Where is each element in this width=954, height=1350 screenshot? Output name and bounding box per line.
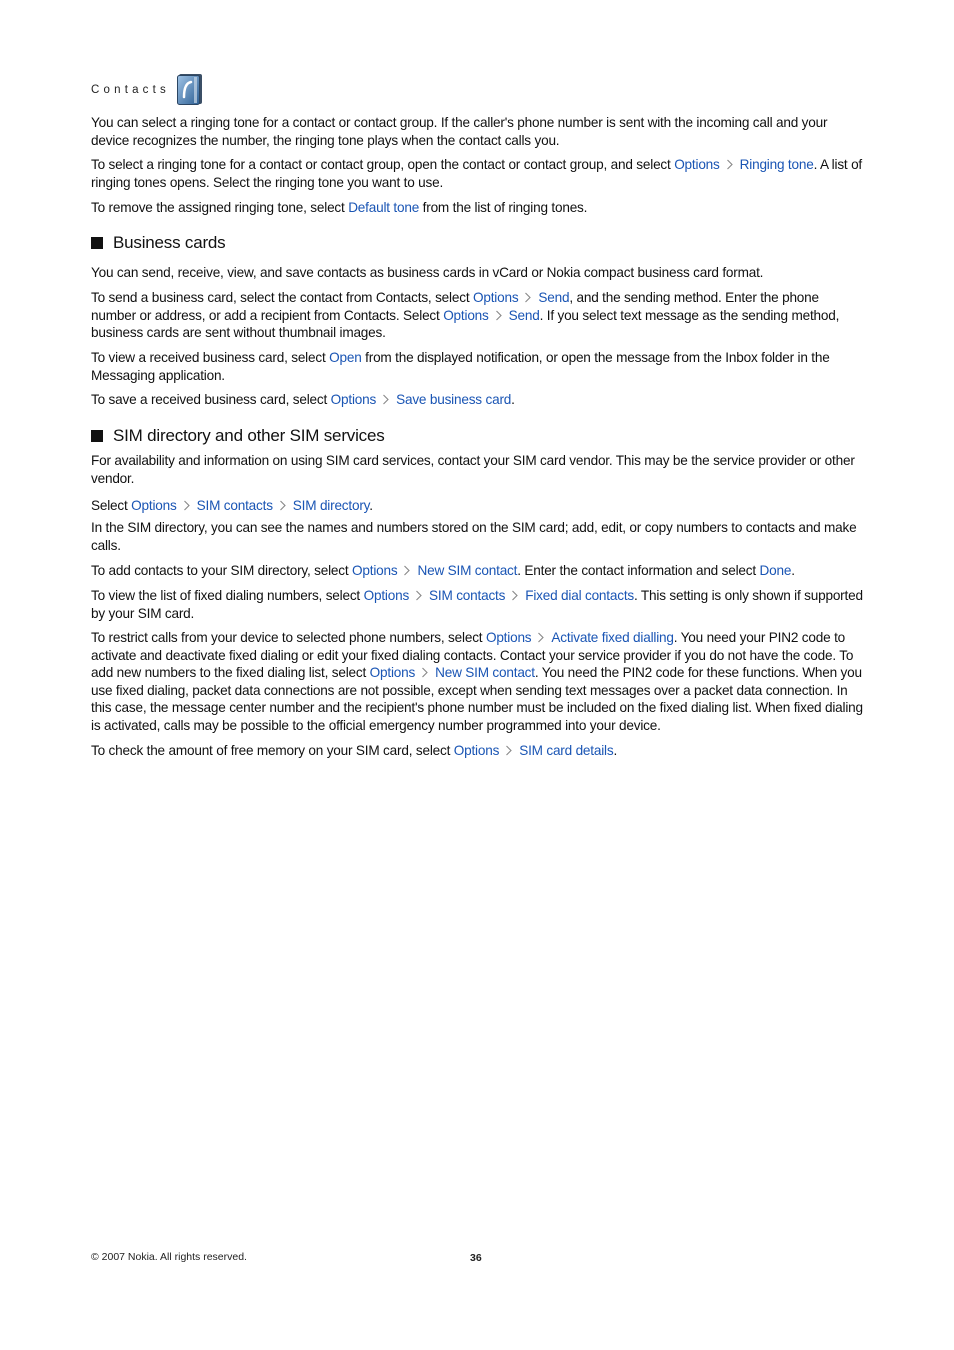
options-link[interactable]: Options xyxy=(472,290,519,305)
paragraph: To send a business card, select the contact from Contacts, select Options Send, and the sending method. Enter the phone number or address, or add a recipient from Contacts. Select Options Send. If you select text message as the sending method, business cards are sent without thumbnail images. xyxy=(91,290,840,341)
paragraph: To view the list of fixed dialing numbers, select Options SIM contacts Fixed dial contacts. This setting is only shown if supported by your SIM card. xyxy=(91,588,863,621)
paragraph: To view a received business card, select Open from the displayed notification, or open the message from the Inbox folder in the Messaging application. xyxy=(91,350,830,383)
default-tone-link[interactable]: Default tone xyxy=(348,200,420,215)
paragraph: To add contacts to your SIM directory, select Options New SIM contact. Enter the contact information and select Done. xyxy=(91,563,795,578)
page-number: 36 xyxy=(470,1252,482,1264)
options-link[interactable]: Options xyxy=(674,157,720,172)
options-link[interactable]: Options xyxy=(369,665,416,681)
chevron-right-icon xyxy=(505,587,525,605)
section-heading: SIM directory and other SIM services xyxy=(91,426,866,446)
bullet-square-icon xyxy=(91,237,103,249)
sim-directory-link[interactable]: SIM directory xyxy=(292,498,370,513)
chevron-right-icon xyxy=(531,629,551,647)
chevron-right-icon xyxy=(415,664,435,682)
options-link[interactable]: Options xyxy=(485,630,532,645)
options-link[interactable]: Options xyxy=(352,563,398,578)
sim-card-details-link[interactable]: SIM card details xyxy=(519,743,614,758)
chevron-right-icon xyxy=(397,562,417,580)
chevron-right-icon xyxy=(409,587,429,605)
contacts-book-icon xyxy=(176,73,204,106)
new-sim-contact-link[interactable]: New SIM contact xyxy=(435,665,535,681)
chevron-right-icon xyxy=(720,156,740,174)
chevron-right-icon xyxy=(499,742,519,760)
done-link[interactable]: Done xyxy=(759,563,792,578)
activate-fixed-dialling-link[interactable]: Activate fixed dialling xyxy=(551,630,674,645)
chevron-right-icon xyxy=(376,391,396,409)
paragraph: To select a ringing tone for a contact or contact group, open the contact or contact group, and select Options Ringing tone. A list of ringing tones opens. Select the ringing tone you want to use. xyxy=(91,157,863,190)
chevron-right-icon xyxy=(177,497,197,515)
send-link[interactable]: Send xyxy=(508,307,540,323)
chevron-right-icon xyxy=(489,307,509,325)
send-link[interactable]: Send xyxy=(538,290,570,305)
chevron-right-icon xyxy=(518,289,538,307)
paragraph: You can select a ringing tone for a contact or contact group. If the caller's phone number is sent with the incoming call and your device recognizes the number, the ringing tone plays when the contact calls you. xyxy=(91,115,828,148)
paragraph: Select Options SIM contacts SIM directory. xyxy=(91,498,373,513)
open-link[interactable]: Open xyxy=(329,350,362,365)
paragraph: To remove the assigned ringing tone, select Default tone from the list of ringing tones. xyxy=(91,200,588,215)
paragraph: To restrict calls from your device to selected phone numbers, select Options Activate fixed dialling. You need your PIN2 code to activate and deactivate fixed dialing or edit your fixed dialing contacts. Contact your service provider if you do not have the code. To add new numbers to the fixed dialing list, select Options New SIM contact. You need the PIN2 code for these functions. When you use fixed dialing, packet data connections are not possible, except when sending text messages over a packet data connection. In this case, the message center number and the recipient's phone number must be included on the fixed dialing list. When fixed dialing is activated, calls may be possible to the official emergency number programmed into your device. xyxy=(91,630,863,733)
options-link[interactable]: Options xyxy=(330,392,377,407)
options-link[interactable]: Options xyxy=(131,498,177,513)
section-title: Contacts xyxy=(91,84,170,96)
chevron-right-icon xyxy=(273,497,293,515)
section-heading: Business cards xyxy=(91,233,866,253)
save-business-card-link[interactable]: Save business card xyxy=(396,392,512,407)
sim-contacts-link[interactable]: SIM contacts xyxy=(196,498,273,513)
paragraph: In the SIM directory, you can see the names and numbers stored on the SIM card; add, edit, or copy numbers to contacts and make calls. xyxy=(91,520,857,553)
bullet-square-icon xyxy=(91,430,103,442)
paragraph: You can send, receive, view, and save contacts as business cards in vCard or Nokia compact business card format. xyxy=(91,265,764,280)
options-link[interactable]: Options xyxy=(363,588,410,603)
ringing-tone-link[interactable]: Ringing tone xyxy=(739,157,814,172)
options-link[interactable]: Options xyxy=(453,743,500,758)
copyright-notice: © 2007 Nokia. All rights reserved. xyxy=(91,1251,247,1263)
paragraph: For availability and information on using SIM card services, contact your SIM card vendor. This may be the service provider or other vendor. xyxy=(91,453,855,486)
sim-contacts-link[interactable]: SIM contacts xyxy=(429,588,506,603)
fixed-dial-contacts-link[interactable]: Fixed dial contacts xyxy=(525,588,634,603)
paragraph: To check the amount of free memory on your SIM card, select Options SIM card details. xyxy=(91,743,618,758)
paragraph: To save a received business card, select Options Save business card. xyxy=(91,392,515,407)
options-link[interactable]: Options xyxy=(443,307,489,323)
page-header xyxy=(91,72,204,106)
new-sim-contact-link[interactable]: New SIM contact xyxy=(417,563,518,578)
